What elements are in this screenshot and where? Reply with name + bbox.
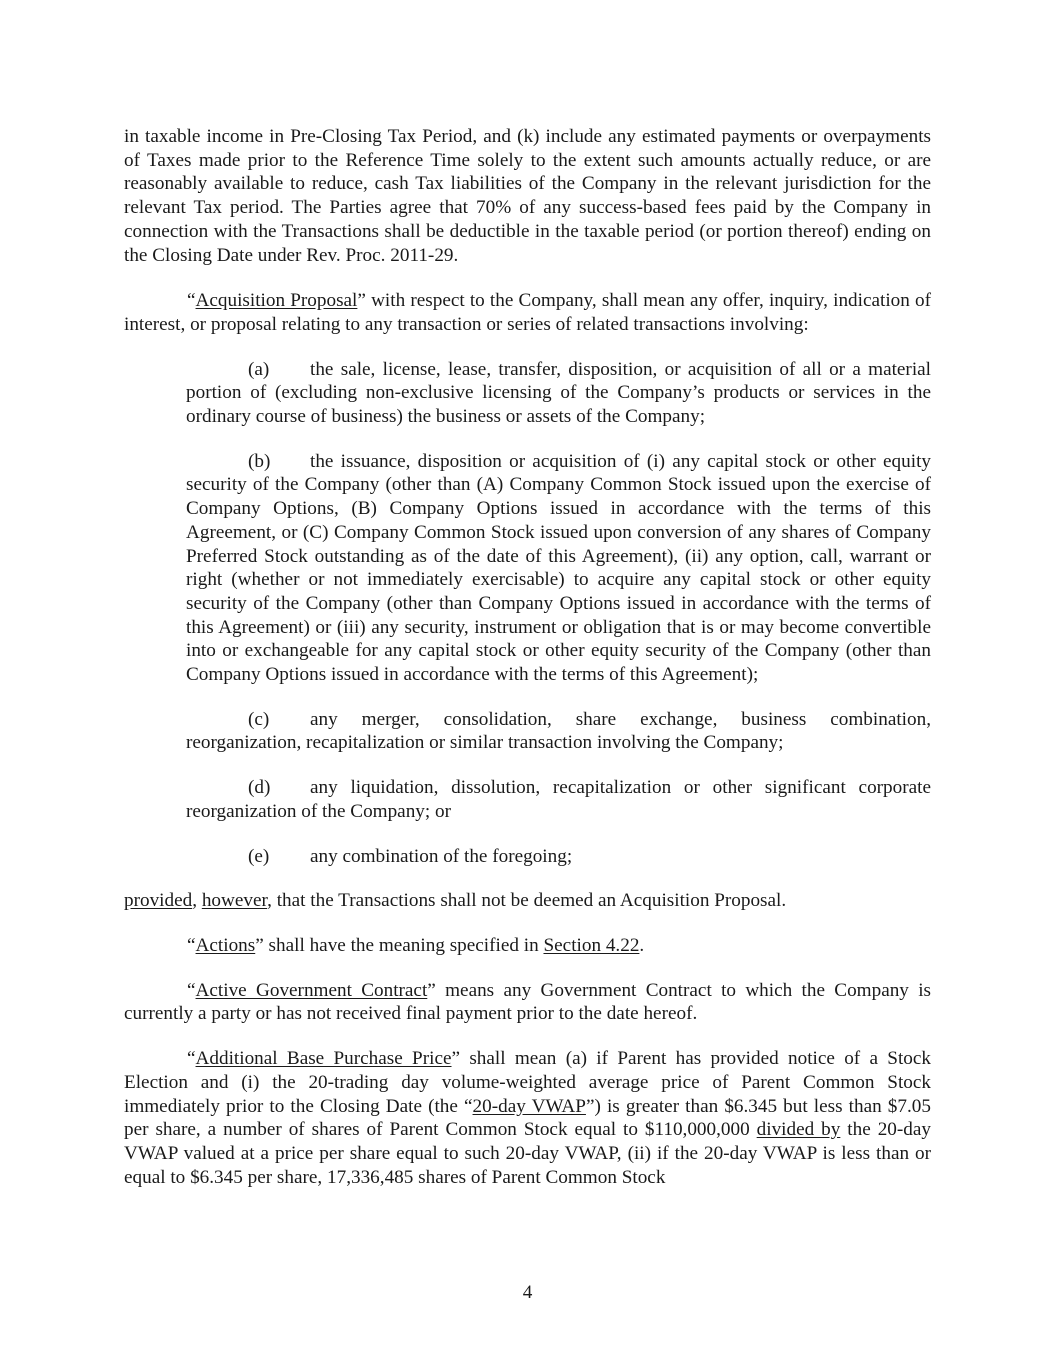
list-item-a bbox=[186, 358, 931, 429]
list-item-label: (d) bbox=[248, 777, 271, 799]
list-item-text: any liquidation, dissolution, recapitalization or other significant corporate reorganization of the Company; or bbox=[186, 777, 931, 822]
document-page bbox=[124, 125, 931, 1189]
definition-text-part2: ”) is greater than $6.345 but less than $7.05 per share, a number of shares of Parent Common Stock equal to $110,000,000 bbox=[124, 1095, 931, 1141]
additional-base-purchase-price-definition bbox=[124, 1047, 931, 1189]
list-item-text: the sale, license, lease, transfer, disposition, or acquisition of all or a material portion of (excluding non-exclusive licensing of the Company’s products or services in the ordinary course of business) the business or assets of the Company; bbox=[186, 358, 931, 428]
separator: , bbox=[192, 890, 202, 912]
page-number: 4 bbox=[522, 1282, 533, 1303]
however-term: however bbox=[201, 890, 268, 912]
list-item-b bbox=[186, 450, 931, 687]
acquisition-proposal-definition bbox=[124, 289, 931, 336]
defined-term-actions: Actions bbox=[195, 934, 256, 956]
definition-text-part1: ” shall mean (a) if Parent has provided notice of a Stock Election and (i) the 20-trading day volume-weighted average price of Parent Common Stock immediately prior to the Closing Date (the “ bbox=[124, 1048, 932, 1117]
list-item-text: any combination of the foregoing; bbox=[310, 845, 573, 867]
defined-term-active-government-contract: Active Government Contract bbox=[195, 979, 428, 1001]
open-quote: “ bbox=[187, 290, 196, 312]
list-item-d bbox=[186, 776, 931, 823]
definition-text: ” means any Government Contract to which the Company is currently a party or has not received final payment prior to the date hereof. bbox=[124, 979, 932, 1025]
provided-term: provided bbox=[124, 890, 193, 912]
list-item-text: any merger, consolidation, share exchange, business combination, reorganization, recapitalization or similar transaction involving the Company; bbox=[186, 708, 931, 754]
open-quote: “ bbox=[187, 934, 196, 956]
actions-definition bbox=[124, 934, 931, 958]
list-item-label: (b) bbox=[248, 450, 271, 472]
divided-by-term: divided by bbox=[756, 1119, 841, 1141]
list-item-label: (c) bbox=[248, 708, 270, 730]
definition-text: ” shall have the meaning specified in bbox=[255, 934, 544, 956]
list-item-c bbox=[186, 708, 931, 755]
proviso-paragraph bbox=[124, 889, 931, 913]
defined-term-20-day-vwap: 20-day VWAP bbox=[472, 1095, 586, 1117]
defined-term-acquisition-proposal: Acquisition Proposal bbox=[195, 290, 358, 312]
list-item-e bbox=[186, 845, 931, 869]
list-item-label: (e) bbox=[248, 845, 270, 867]
tax-continuation-paragraph: in taxable income in Pre-Closing Tax Period, and (k) include any estimated payments or overpayments of Taxes made prior to the Reference Time solely to the extent such amounts actually reduce, or are reasonably available to reduce, cash Tax liabilities of the Company in the relevant jurisdiction for the relevant Tax period. The Parties agree that 70% of any success-based fees paid by the Company in connection with the Transactions shall be deductible in the taxable period (or portion thereof) ending on the Closing Date under Rev. Proc. 2011-29. bbox=[124, 126, 931, 266]
active-government-contract-definition bbox=[124, 979, 931, 1026]
definition-text-part3: the 20-day VWAP valued at a price per share equal to such 20-day VWAP, (ii) if the 20-day VWAP is less than or equal to $6.345 per share, 17,336,485 shares of Parent Common Stock bbox=[124, 1119, 931, 1188]
proviso-text: , that the Transactions shall not be deemed an Acquisition Proposal. bbox=[267, 890, 787, 912]
period: . bbox=[639, 934, 645, 956]
open-quote: “ bbox=[187, 979, 196, 1001]
defined-term-additional-base-purchase-price: Additional Base Purchase Price bbox=[195, 1048, 452, 1070]
open-quote: “ bbox=[187, 1048, 196, 1070]
definition-text: ” with respect to the Company, shall mean any offer, inquiry, indication of interest, or proposal relating to any transaction or series of related transactions involving: bbox=[124, 290, 931, 335]
list-item-text: the issuance, disposition or acquisition of (i) any capital stock or other equity security of the Company (other than (A) Company Common Stock issued upon the exercise of Company Options, (B) Company Options issued in accordance with the terms of this Agreement, or (C) Company Common Stock issued upon conversion of any shares of Company Preferred Stock outstanding as of the date of this Agreement), (ii) any option, call, warrant or right (whether or not immediately exercisable) to acquire any capital stock or other equity security of the Company (other than Company Options issued in accordance with the terms of this Agreement) or (iii) any security, instrument or obligation that is or may become convertible into or exchangeable for any capital stock or other equity security of the Company (other than Company Options issued in accordance with the terms of this Agreement); bbox=[186, 450, 931, 686]
section-reference-link[interactable]: Section 4.22 bbox=[543, 934, 640, 956]
list-item-label: (a) bbox=[248, 358, 270, 380]
